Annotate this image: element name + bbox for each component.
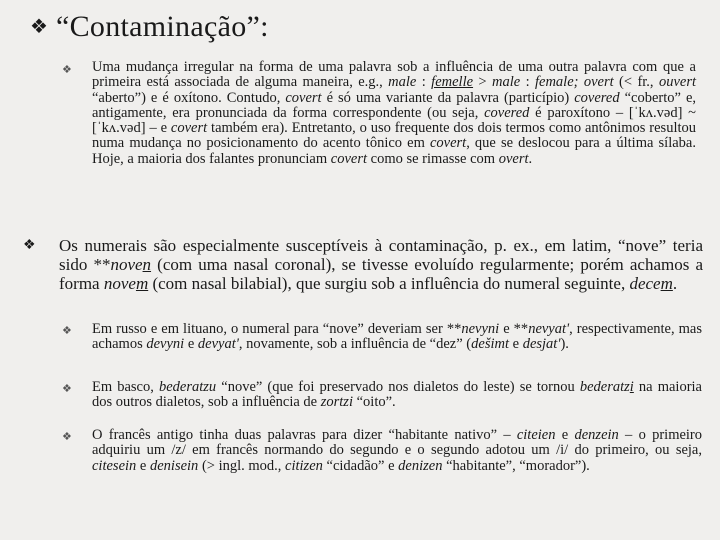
text-run: e ** [499,321,529,337]
text-run: também era). Entretanto, o uso frequente dos dois termos como antônimos resultou numa mudança no posicionamento do acento tônico em [92,120,697,152]
text-run: (com uma nasal coronal), se tivesse evoluído regularmente; porém achamos a forma [59,255,703,294]
paragraph [59,236,703,294]
text-run: m [135,274,149,294]
paragraph [92,60,696,167]
text-run: dece [629,274,661,294]
text-run: bederatzu [158,379,217,395]
text-run: i [629,379,634,395]
text-run: nove [110,255,143,275]
text-run: (> ingl. mod., [198,457,286,474]
text-run: “oito”. [352,394,396,411]
text-run: Em russo e em lituano, o numeral para “nove” deveriam ser ** [92,321,462,337]
text-run: Os numerais são especialmente susceptíveis à contaminação, p. ex., em latim, “nove” teria sido ** [59,236,703,275]
text-run: , novamente, sob a influência de “dez” ( [238,336,472,353]
sub-bullet-basque [62,380,702,411]
text-run: devyat' [197,336,239,353]
text-run: “habitante”, “morador”). [442,457,590,474]
text-run: overt [498,150,529,167]
text-run: citeien [516,427,556,443]
text-run: – o primeiro adquiriu um /z/ em francês normando do segundo e o segundo adotou um /i/ do primeiro, ou seja, [92,427,703,459]
text-run: e [555,427,575,443]
sub-bullet-russian-lithuanian [62,322,702,353]
text-run: como se rimasse com [367,150,499,167]
text-run: O francês antigo tinha duas palavras para dizer “habitante nativo” – [92,427,517,443]
text-run: zortzi [320,394,353,411]
text-run: Em basco, [92,379,159,395]
text-run: e [509,336,523,353]
text-run: m [660,274,673,294]
text-run: denzein [574,427,619,443]
text-run: desjat' [522,336,561,353]
diamond-bullet-icon: ❖ [62,325,72,337]
text-run: > [473,74,492,91]
text-run: covert [170,120,208,137]
text-run: “aberto”) e é oxítono. Contudo, [92,89,286,106]
text-run: denisein [149,457,199,474]
text-run: na maioria dos outros dialetos, sob a influência de [92,379,702,411]
text-run: : [416,74,432,91]
text-run: dešimt [471,336,509,353]
text-run: ). [560,336,569,353]
text-run: nove [103,274,136,294]
title-row [30,8,269,46]
text-run: Uma mudança irregular na forma de uma palavra sob a influência de uma outra palavra com que a primeira está associada de alguma maneira, e.g., [92,59,696,91]
sub-bullet-old-french [62,428,702,474]
text-run: bederatz [579,379,630,395]
text-run: covered [484,104,530,121]
text-run: n [142,255,152,275]
text-run: (< fr., [613,74,659,91]
text-run: covert [285,89,322,106]
text-run: é paroxítono – [ˈkʌ.vəd] ~ [ˈkʌ.vəd] – e [92,104,696,137]
text-run: “coberto” e, antigamente, era pronunciada da forma correspondente (ou seja, [92,89,697,121]
diamond-bullet-icon: ❖ [30,16,48,38]
paragraph [92,380,702,411]
text-run: male [492,74,521,91]
text-run: nevyni [461,321,500,337]
text-run: : [520,74,535,91]
text-run: devyni [146,336,185,353]
text-run: denizen [398,457,443,474]
paragraph [92,322,702,353]
text-run: citesein [92,457,137,474]
sub-bullet-contamination-definition [62,60,702,167]
text-run: covert [330,150,368,167]
text-run: , que se deslocou para a última sílaba. Hoje, a maioria dos falantes pronunciam [92,135,696,167]
text-run: , respectivamente, mas achamos [92,321,703,353]
text-run: e [184,336,198,353]
diamond-bullet-icon: ❖ [62,431,72,443]
text-run: female; overt [535,74,614,91]
text-run: citizen [285,457,323,474]
text-run: é só uma variante da palavra (particípio) [321,89,575,106]
text-run: e [136,457,150,474]
main-bullet-numerals [23,236,703,294]
slide-title: “Contaminação”: [56,10,269,43]
text-run: male [388,74,417,91]
text-run: covered [574,89,620,106]
diamond-bullet-icon: ❖ [23,238,36,253]
text-run: . [528,150,533,167]
diamond-bullet-icon: ❖ [62,64,72,76]
text-run: (com nasal bilabial), que surgiu sob a influência do numeral seguinte, [148,274,630,294]
text-run: “nove” (que foi preservado nos dialetos do leste) se tornou [216,379,580,395]
text-run: “cidadão” e [322,457,399,474]
text-run: . [672,274,678,294]
text-run: ouvert [658,74,696,91]
text-run: covert [429,135,467,152]
text-run: nevyat' [528,321,570,337]
text-run: femelle [431,74,474,91]
diamond-bullet-icon: ❖ [62,383,72,395]
paragraph [92,428,702,474]
